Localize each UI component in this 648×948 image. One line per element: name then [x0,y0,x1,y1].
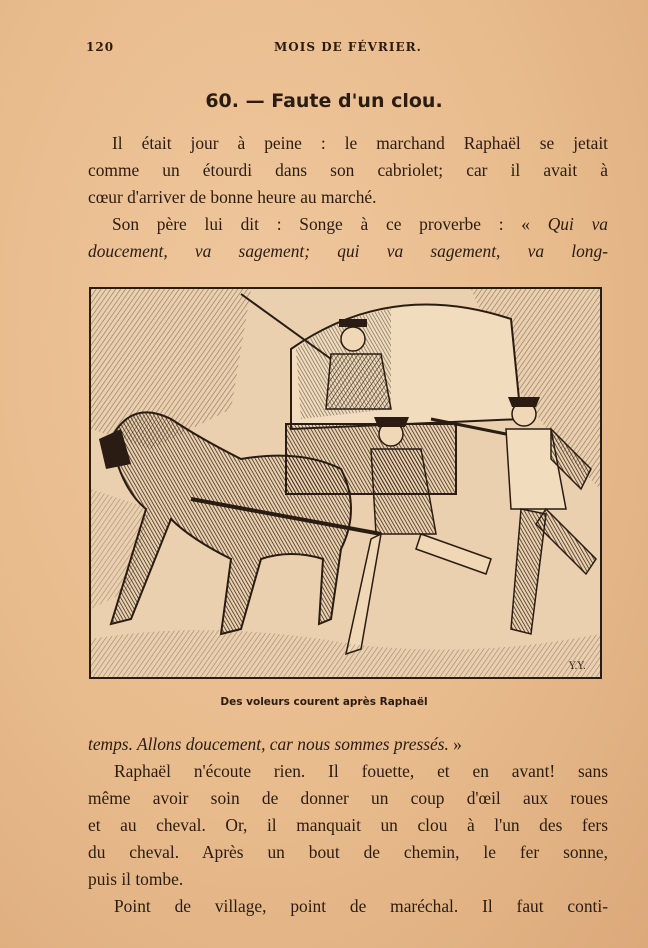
engraving-illustration [89,287,602,679]
text-span: Son père lui dit : Songe à ce proverbe : « [112,214,548,234]
text-line: cœur d'arriver de bonne heure au marché. [88,187,377,207]
text-line: Point de village, point de maréchal. Il faut conti- [114,896,608,916]
text-line: même avoir soin de donner un coup d'œil aux roues [88,788,608,808]
italic-span: Qui va [547,214,608,234]
text-line: Raphaël n'écoute rien. Il fouette, et en avant! sans [114,761,608,781]
artist-signature: Y.Y. [569,661,586,672]
paragraph-1 [88,130,608,211]
paragraph-2 [88,211,608,265]
italic-span: temps. Allons doucement, car nous sommes pressés. [88,734,449,754]
paragraph-3 [88,731,608,758]
figure-caption: Des voleurs courent après Raphaël [220,696,428,708]
text-line: puis il tombe. [88,869,184,889]
paragraph-5 [88,893,608,920]
page-number: 120 [86,40,115,54]
text-line [88,211,608,238]
text-span: » [448,734,462,754]
section-title: 60. — Faute d'un clou. [205,90,443,112]
page-header [86,40,608,60]
text-line [88,731,608,758]
text-line: et au cheval. Or, il manquait un clou à l'un des fers [88,815,608,835]
text-line: doucement, va sagement; qui va sagement, va long- [88,241,608,261]
text-line: Il était jour à peine : le marchand Raphaël se jetait [112,133,608,153]
text-line: du cheval. Après un bout de chemin, le fer sonne, [88,842,608,862]
text-line: comme un étourdi dans son cabriolet; car il avait à [88,160,608,180]
paragraph-4 [88,758,608,893]
illustration-drawing [91,289,600,677]
running-title: MOIS DE FÉVRIER. [274,40,422,54]
